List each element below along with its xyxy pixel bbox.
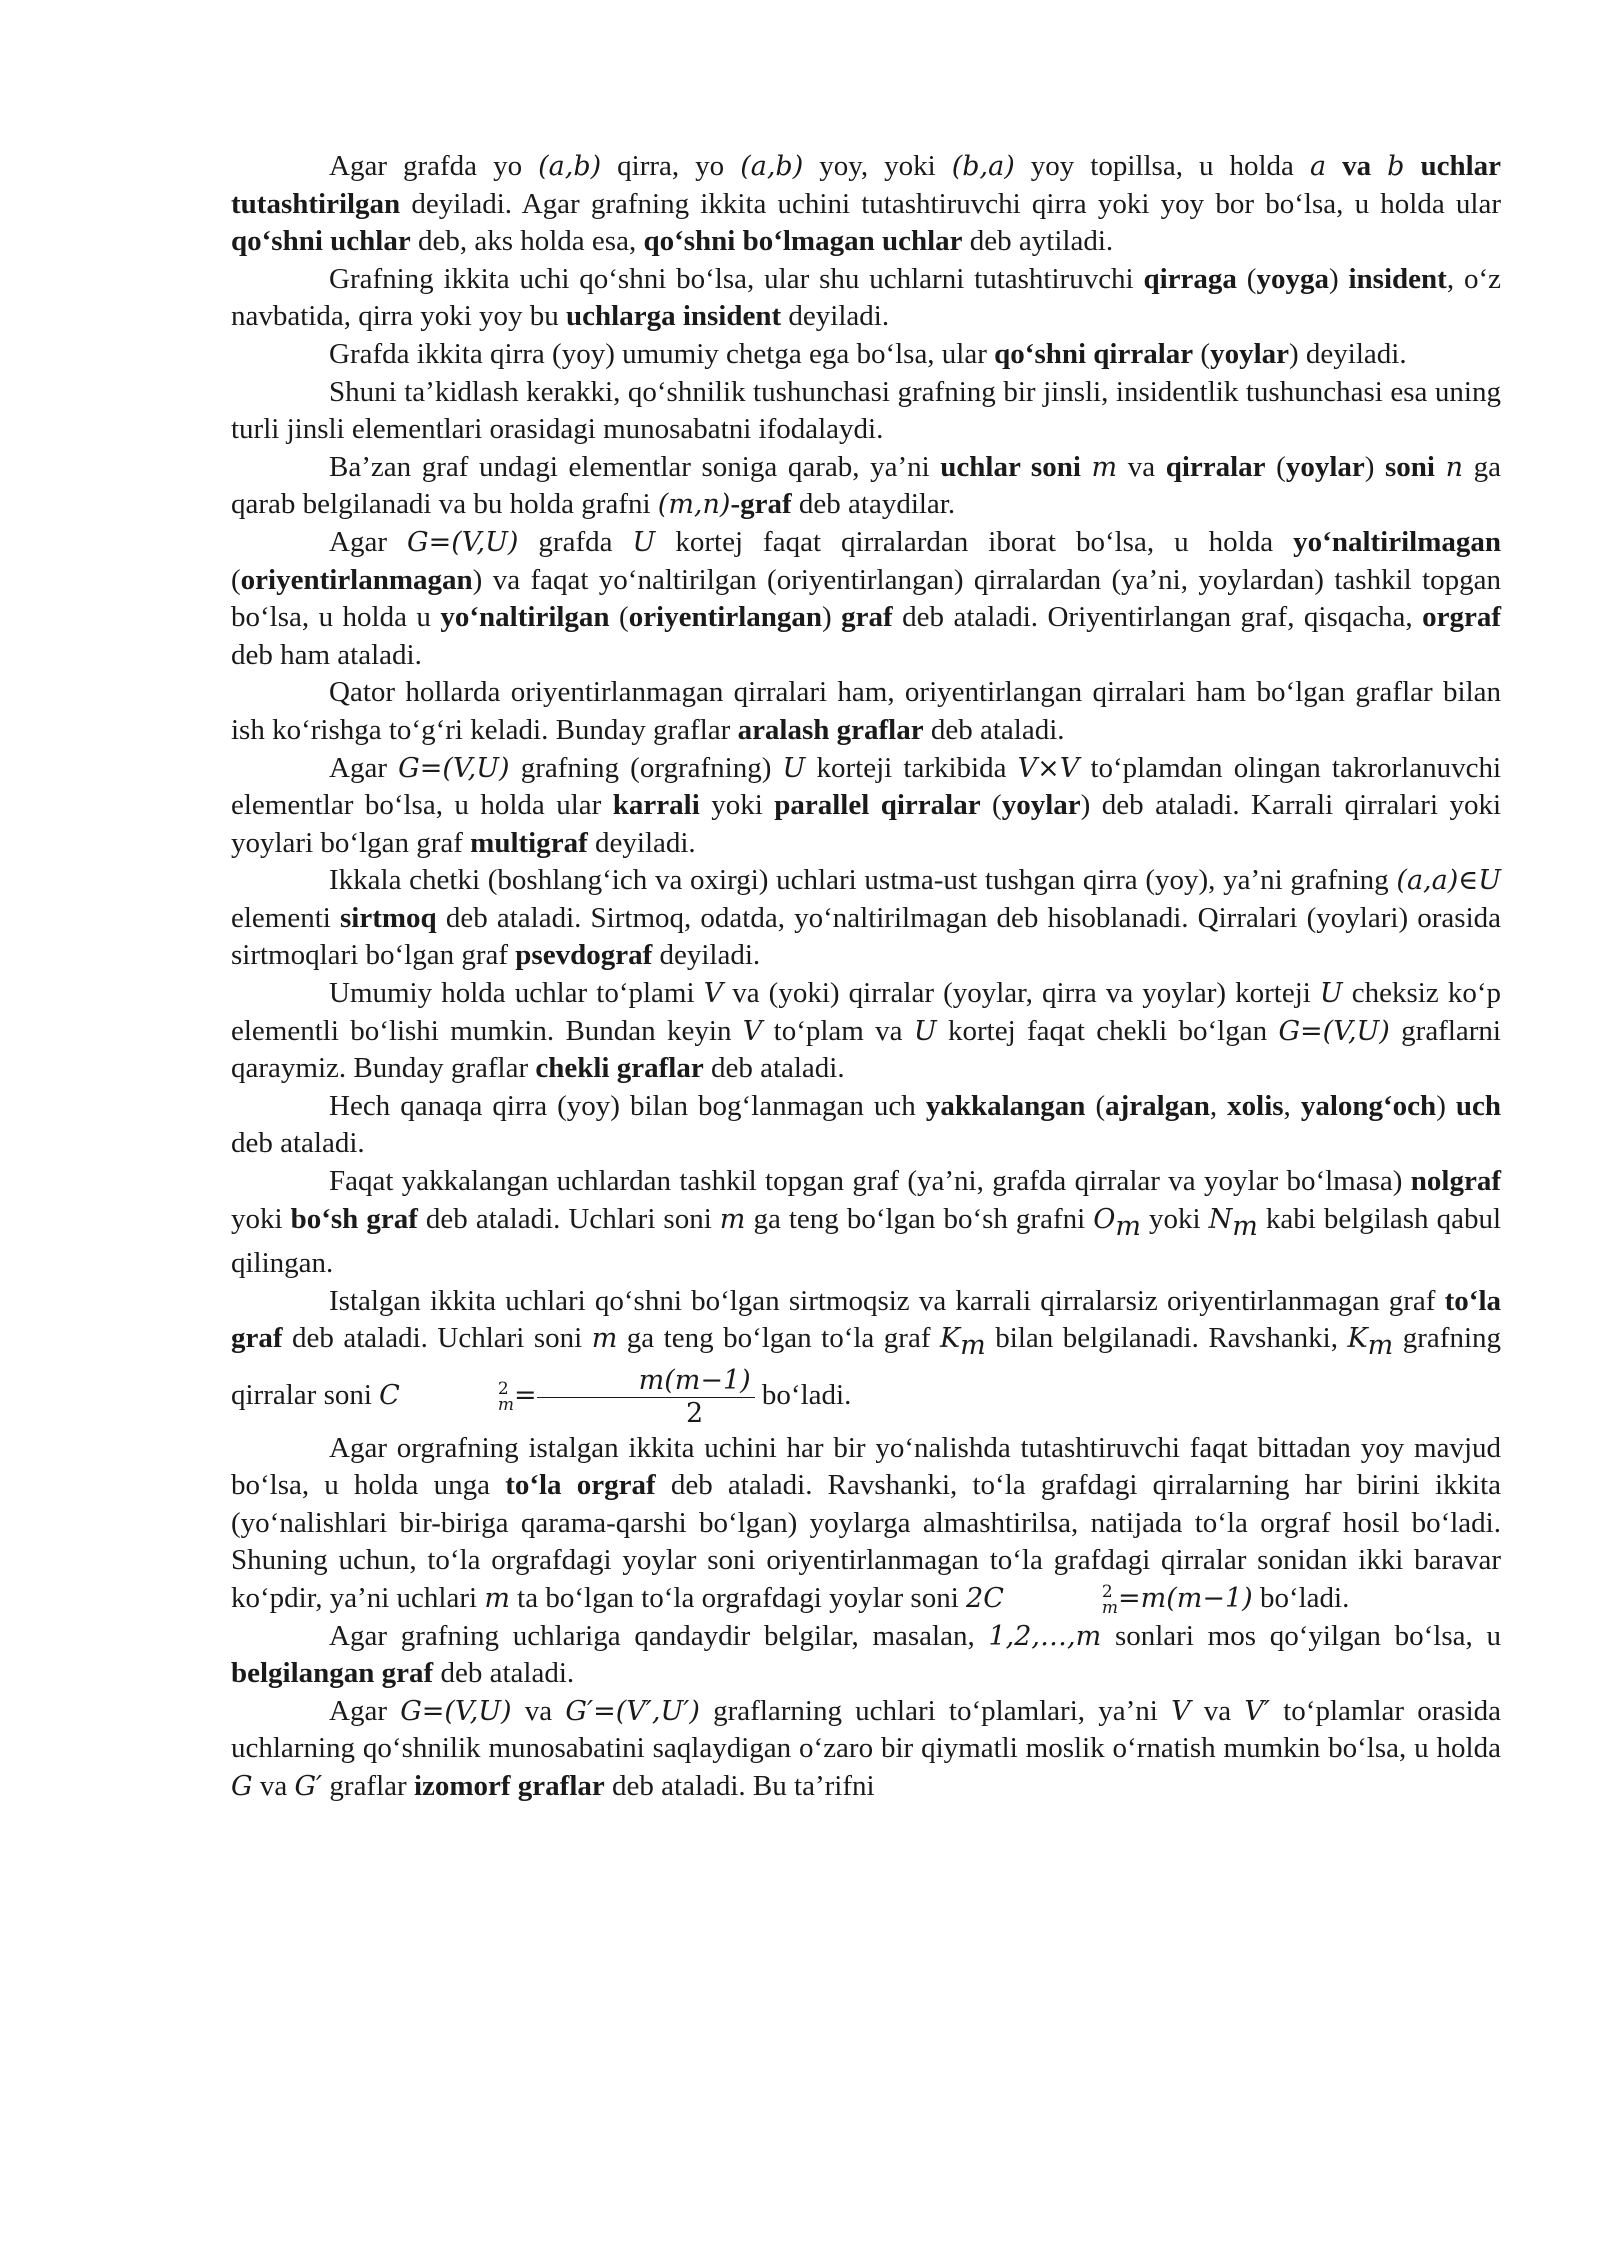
text-run: graflarning uchlari toʻplamlari, yaʼni: [699, 1694, 1172, 1727]
text-run: yoki: [231, 1202, 291, 1235]
text-run: va: [252, 1769, 295, 1802]
paragraph-2: [231, 261, 1501, 336]
bold-term: graf: [841, 601, 893, 634]
text-run: korteji tarkibida: [805, 751, 1018, 784]
text-run: elementi: [231, 901, 340, 934]
math-expression: V: [703, 978, 724, 1010]
text-run: deb ataladi. Uchlari soni: [282, 1322, 592, 1355]
text-run: cheksiz koʻp elementli boʻlishi mumkin. Bundan keyin: [231, 977, 1501, 1047]
math-expression: n: [1445, 451, 1463, 483]
bold-term: yoʻnaltirilmagan: [1293, 525, 1501, 558]
text-run: ): [1436, 1089, 1456, 1122]
text-run: deyiladi.: [781, 300, 890, 333]
text-run: ) va faqat yoʻnaltirilgan (oriyentirlangan) qirralardan (yaʼni, yoylardan) tashkil topgan boʻlsa, u holda u: [231, 563, 1501, 634]
text-run: (: [1236, 262, 1257, 295]
bold-term: va: [1342, 150, 1372, 182]
text-run: ): [1328, 262, 1349, 295]
paragraph-8: [231, 750, 1501, 863]
bold-term: yakkalangan: [925, 1089, 1086, 1122]
bold-term: soni: [1385, 450, 1435, 483]
math-subscript: m: [1101, 1598, 1118, 1619]
text-run: Baʼzan graf undagi elementlar soniga qarab, yaʼni: [329, 450, 941, 483]
paragraph-10: [231, 975, 1501, 1088]
math-subscript: m: [1115, 1210, 1141, 1242]
bold-term: psevdograf: [515, 939, 653, 972]
text-run: grafning qirralar soni: [231, 1322, 1501, 1411]
fraction-denominator: 2: [686, 1397, 704, 1429]
text-run: Agar: [329, 751, 399, 784]
math-expression: U: [782, 752, 806, 784]
bold-term: izomorf graflar: [413, 1769, 605, 1802]
text-run: grafda: [518, 525, 633, 558]
text-run: deb ataladi.: [433, 1657, 575, 1690]
text-run: deb, aks holda esa,: [410, 225, 644, 258]
math-subscript: m: [1367, 1330, 1394, 1361]
math-expression: G=(V,U): [1278, 1015, 1390, 1047]
text-run: Grafda ikkita qirra (yoy) umumiy chetga ega boʻlsa, ular: [329, 337, 995, 370]
text-run: [1081, 451, 1092, 483]
text-run: , oʻz navbatida, qirra yoki yoy bu: [231, 262, 1501, 333]
math-expression: G=(V,U): [398, 752, 510, 784]
math-subscript: m: [497, 1395, 514, 1416]
bold-term: uchlar tutashtirilgan: [231, 150, 1502, 220]
text-run: Agar grafning uchlariga qandaydir belgilar, masalan,: [329, 1619, 989, 1652]
math-expression: K: [939, 1323, 961, 1355]
math-expression: U: [1319, 978, 1343, 1010]
math-expression: G′: [294, 1770, 323, 1802]
text-run: kortej faqat qirralardan iborat boʻlsa, u holda: [655, 525, 1294, 558]
text-run: [1435, 451, 1446, 483]
math-expression: m: [591, 1323, 618, 1355]
paragraph-4: [231, 374, 1501, 449]
paragraph-9: [231, 862, 1501, 975]
text-run: Agar: [329, 525, 408, 558]
bold-term: multigraf: [470, 826, 588, 859]
text-run: va: [1190, 1694, 1245, 1727]
text-run: toʻplam va: [762, 1014, 914, 1047]
math-expression: (a,b): [740, 151, 804, 182]
bold-term: insident: [1348, 262, 1447, 295]
bold-term: toʻla orgraf: [505, 1469, 656, 1502]
bold-term: nolgraf: [1410, 1165, 1501, 1198]
text-run: deb ataladi. Bu taʼrifni: [604, 1769, 875, 1802]
text-run: yoy topillsa, u holda: [1014, 150, 1310, 182]
math-expression: O: [1093, 1203, 1116, 1235]
bold-term: oriyentirlangan: [628, 601, 823, 634]
paragraph-13: [231, 1283, 1501, 1430]
math-expression: 2C: [966, 1582, 1004, 1614]
bold-term: aralash graflar: [737, 713, 924, 746]
text-run: ) deb ataladi. Karrali qirralari yoki yoylari boʻlgan graf: [231, 789, 1502, 859]
text-run: ) deyiladi.: [1289, 337, 1407, 370]
paragraph-14: [231, 1430, 1501, 1618]
text-run: va: [1117, 450, 1166, 483]
bold-term: chekli graflar: [535, 1052, 704, 1085]
bold-term: uch: [1455, 1089, 1502, 1122]
text-run: deb ataladi. Sirtmoq, odatda, yoʻnaltirilmagan deb hisoblanadi. Qirralari (yoylari) orasida sirtmoqlari boʻlgan graf: [231, 901, 1501, 972]
math-expression: V: [742, 1015, 763, 1047]
text-run: toʻplamlar orasida uchlarning qoʻshnilik munosabatini saqlaydigan oʻzaro bir qiymatli moslik oʻrnatish mumkin boʻlsa, u holda: [231, 1694, 1502, 1765]
math-expression: (m,n): [657, 489, 731, 521]
math-expression: a: [1309, 151, 1327, 182]
text-run: deb ataladi. Oriyentirlangan graf, qisqacha,: [892, 601, 1423, 634]
text-run: Umumiy holda uchlar toʻplami: [329, 977, 704, 1010]
text-run: Qator hollarda oriyentirlanmagan qirralari ham, oriyentirlangan qirralari ham boʻlgan graflar bilan ish koʻrishga toʻgʻri keladi. Bunday graflar: [231, 676, 1501, 746]
bold-term: yoyga: [1256, 262, 1329, 295]
math-expression: =m(m−1): [1117, 1582, 1253, 1614]
bold-term: qoʻshni boʻlmagan uchlar: [643, 225, 963, 258]
text-run: ga qarab belgilanadi va bu holda grafni: [231, 450, 1501, 521]
text-run: Agar: [329, 1694, 401, 1727]
text-run: bilan belgilanadi. Ravshanki,: [985, 1322, 1348, 1355]
text-run: kabi belgilash qabul qilingan.: [231, 1202, 1502, 1280]
text-run: (: [980, 789, 1002, 822]
text-run: (: [1193, 337, 1211, 370]
text-run: (: [1085, 1089, 1106, 1122]
text-run: Istalgan ikkita uchlari qoʻshni boʻlgan sirtmoqsiz va karrali qirralarsiz oriyentirlanmagan graf: [329, 1284, 1445, 1317]
math-expression: V: [1171, 1695, 1191, 1727]
text-run: Grafning ikkita uchi qoʻshni boʻlsa, ular shu uchlarni tutashtiruvchi: [329, 262, 1144, 295]
text-run: yoki: [1140, 1202, 1209, 1235]
text-run: deb ataladi. Uchlari soni: [417, 1202, 720, 1235]
math-expression: m: [719, 1203, 746, 1235]
math-expression: U: [632, 526, 656, 558]
text-run: va (yoki) qirralar (yoylar, qirra va yoylar) korteji: [723, 977, 1320, 1010]
text-run: ): [822, 601, 842, 634]
bold-term: toʻla graf: [231, 1284, 1501, 1355]
math-expression: C: [379, 1379, 400, 1411]
text-run: Faqat yakkalangan uchlardan tashkil topgan graf (yaʼni, grafda qirralar va yoylar boʻlmasa): [329, 1165, 1411, 1198]
math-supsub: [1004, 1582, 1118, 1619]
text-run: deyiladi.: [652, 939, 761, 972]
math-expression: V′: [1244, 1695, 1271, 1727]
text-run: [1404, 150, 1420, 182]
bold-term: yoʻnaltirilgan: [440, 601, 610, 634]
math-subscript: m: [960, 1330, 986, 1361]
text-run: ): [1364, 450, 1386, 483]
math-expression: G′=(V′,U′): [565, 1695, 700, 1727]
math-expression: 1,2,…,m: [988, 1620, 1102, 1652]
math-expression: (a,b): [538, 151, 602, 182]
text-run: yoki: [699, 789, 775, 822]
paragraph-11: [231, 1088, 1501, 1163]
text-run: [1371, 150, 1387, 182]
text-run: deyiladi. Agar grafning ikkita uchini tutashtiruvchi qirra yoki yoy bor boʻlsa, u holda ular: [400, 187, 1501, 220]
math-expression: G=(V,U): [400, 1695, 512, 1727]
text-run: yoy, yoki: [803, 150, 952, 182]
text-run: deb ataladi.: [231, 1127, 365, 1160]
bold-term: qoʻshni uchlar: [231, 225, 411, 258]
bold-term: oriyentirlanmagan: [240, 563, 473, 596]
math-expression: G=(V,U): [407, 526, 519, 558]
text-run: Hech qanaqa qirra (yoy) bilan bogʻlanmagan uch: [329, 1089, 926, 1122]
bold-term: parallel qirralar: [774, 789, 981, 822]
bold-term: boʻsh graf: [290, 1202, 418, 1235]
bold-term: qirralar: [1165, 450, 1266, 483]
math-expression: G: [231, 1770, 253, 1802]
text-run: ,: [1283, 1089, 1301, 1122]
math-subscript: m: [1232, 1210, 1258, 1242]
text-run: deb ataladi.: [923, 713, 1065, 746]
text-run: graflar: [322, 1769, 414, 1802]
bold-term: qoʻshni qirralar: [994, 337, 1194, 370]
document-page: [231, 148, 1501, 1806]
text-run: Shuni taʼkidlash kerakki, qoʻshnilik tushunchasi grafning bir jinsli, insidentlik tushunchasi esa uning turli jinsli elementlari orasidagi munosabatni ifodalaydi.: [231, 375, 1501, 446]
math-expression: m: [484, 1582, 510, 1614]
text-run: boʻladi.: [754, 1378, 852, 1411]
math-expression: (b,a): [951, 151, 1015, 182]
bold-term: karrali: [612, 789, 700, 822]
text-run: ta boʻlgan toʻla orgrafdagi yoylar soni: [509, 1581, 967, 1614]
math-superscript: 2: [1101, 1582, 1113, 1603]
text-run: ga teng boʻlgan toʻla graf: [617, 1322, 940, 1355]
paragraph-5: [231, 449, 1501, 524]
bold-term: uchlarga insident: [566, 300, 782, 333]
bold-term: uchlar soni: [940, 450, 1081, 483]
bold-term: -graf: [730, 488, 792, 521]
bold-term: belgilangan graf: [231, 1657, 434, 1690]
paragraph-12: [231, 1163, 1501, 1283]
bold-term: yoylar: [1001, 789, 1081, 822]
text-run: deb ataladi.: [703, 1052, 845, 1085]
math-fraction: [537, 1365, 755, 1430]
text-run: deb ataladi. Ravshanki, toʻla grafdagi qirralarning har birini ikkita (yoʻnalishlari bir-biriga qarama-qarshi boʻlgan) yoylarga almashtirilsa, natijada toʻla orgraf hosil boʻladi. Shuning uchun, toʻla orgrafdagi yoylar soni oriyentirlanmagan toʻla grafdagi qirralar sonidan ikki baravar koʻpdir, yaʼni uchlari: [231, 1469, 1501, 1614]
math-expression: N: [1208, 1203, 1233, 1235]
text-run: [1326, 150, 1342, 182]
text-run: deb aytiladi.: [962, 225, 1114, 258]
text-run: boʻladi.: [1252, 1581, 1350, 1614]
text-run: kortej faqat chekli boʻlgan: [936, 1014, 1279, 1047]
math-expression: =: [513, 1379, 537, 1411]
text-run: deb ataydilar.: [791, 488, 956, 521]
bold-term: yoylar: [1285, 450, 1365, 483]
text-run: qirra, yo: [601, 150, 741, 182]
paragraph-3: [231, 336, 1501, 374]
text-run: toʻplamdan olingan takrorlanuvchi elementlar boʻlsa, u holda ular: [231, 751, 1501, 822]
text-run: Ikkala chetki (boshlangʻich va oxirgi) uchlari ustma-ust tushgan qirra (yoy), yaʼni grafning: [329, 864, 1397, 897]
text-run: (: [231, 563, 241, 596]
paragraph-7: [231, 674, 1501, 749]
text-run: (: [1265, 450, 1286, 483]
text-run: ,: [1209, 1089, 1228, 1122]
math-expression: U: [913, 1015, 937, 1047]
math-superscript: 2: [497, 1379, 509, 1400]
text-run: (: [609, 601, 629, 634]
bold-term: ajralgan: [1105, 1089, 1210, 1122]
paragraph-16: [231, 1693, 1501, 1806]
math-supsub: [400, 1379, 514, 1416]
text-run: ga teng boʻlgan boʻsh grafni: [745, 1202, 1094, 1235]
math-expression: b: [1387, 151, 1405, 182]
bold-term: orgraf: [1422, 601, 1501, 634]
bold-term: yoylar: [1210, 337, 1290, 370]
math-expression: V×V: [1017, 752, 1080, 784]
paragraph-6: [231, 524, 1501, 674]
text-run: deyiladi.: [587, 826, 696, 859]
bold-term: qirraga: [1143, 262, 1237, 295]
bold-term: yalongʻoch: [1300, 1089, 1437, 1122]
math-expression: (a,a)∈U: [1396, 865, 1501, 897]
fraction-numerator: m(m−1): [537, 1365, 755, 1398]
paragraph-1: [231, 148, 1501, 261]
text-run: grafning (orgrafning): [509, 751, 783, 784]
math-expression: m: [1091, 451, 1118, 483]
text-run: va: [511, 1694, 566, 1727]
bold-term: sirtmoq: [340, 901, 437, 934]
math-expression: K: [1347, 1323, 1368, 1355]
text-run: sonlari mos qoʻyilgan boʻlsa, u: [1101, 1619, 1501, 1652]
paragraph-15: [231, 1618, 1501, 1693]
text-run: Agar orgrafning istalgan ikkita uchini har bir yoʻnalishda tutashtiruvchi faqat bittadan yoy mavjud boʻlsa, u holda unga: [231, 1431, 1501, 1502]
text-run: Agar grafda yo: [329, 150, 539, 182]
text-run: graflarni qaraymiz. Bunday graflar: [231, 1014, 1501, 1085]
text-run: deb ham ataladi.: [231, 638, 422, 671]
bold-term: xolis: [1227, 1089, 1284, 1122]
